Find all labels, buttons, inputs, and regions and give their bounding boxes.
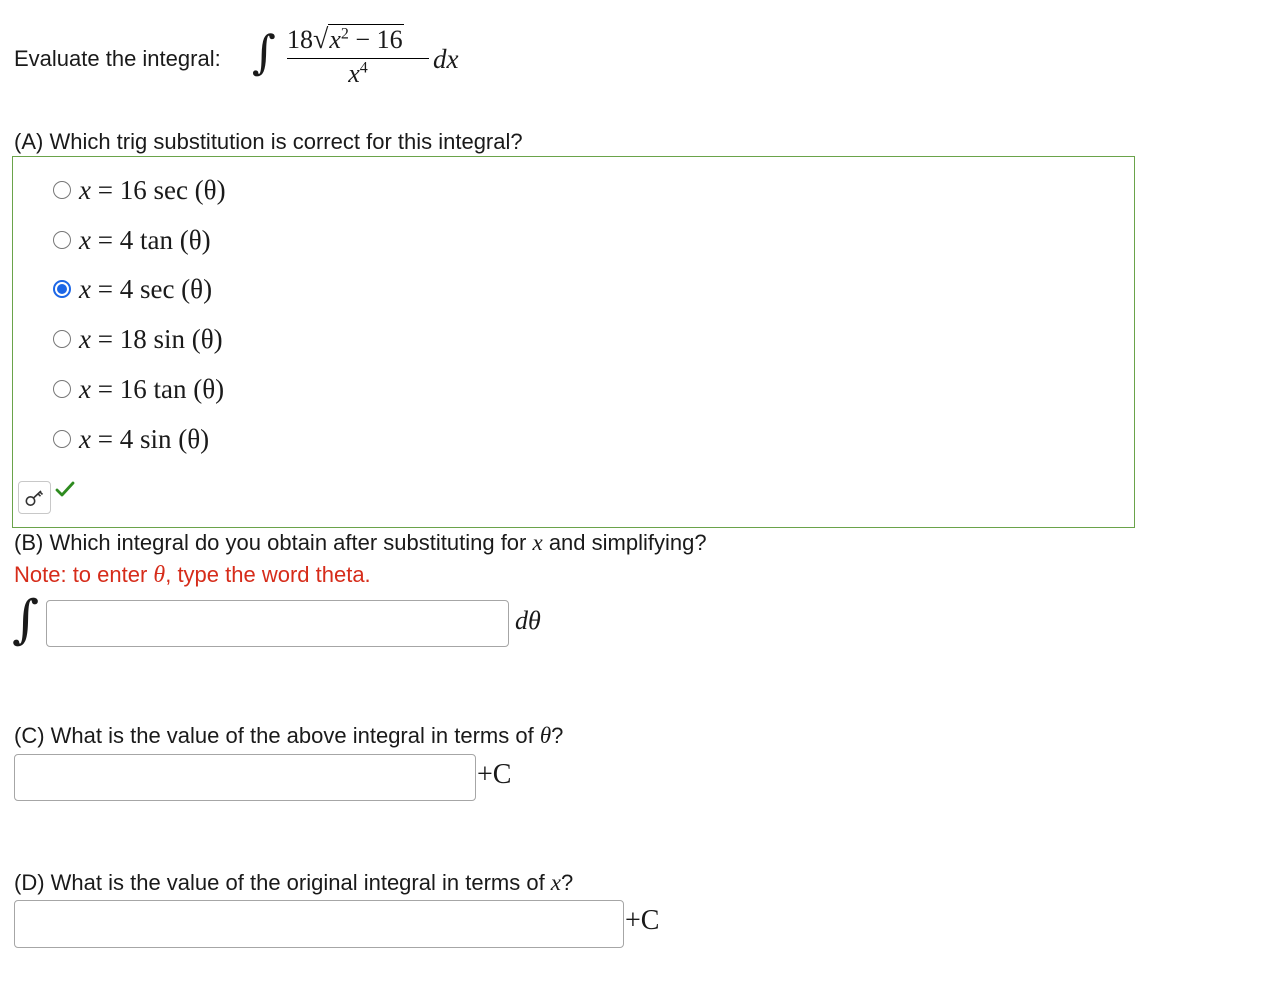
partB-question-prefix: (B) Which integral do you obtain after substituting for	[14, 530, 533, 555]
radicand-exponent: 2	[340, 25, 349, 43]
partB-differential: dθ	[515, 606, 541, 635]
denominator-exponent: 4	[359, 59, 368, 77]
choice-16-tan[interactable]	[53, 369, 224, 409]
integrand-numerator	[287, 24, 429, 56]
header-differential: dx	[433, 44, 459, 74]
choice-16-sec[interactable]	[53, 170, 226, 210]
choice-4-sec[interactable]	[53, 269, 212, 309]
choice-expression: = 16 tan (θ)	[97, 373, 225, 404]
partB-answer-input[interactable]	[46, 600, 509, 647]
partD-question-suffix: ?	[561, 870, 574, 895]
denominator-variable: x	[348, 59, 360, 88]
choice-4-tan[interactable]	[53, 220, 211, 260]
choice-18-sin[interactable]	[53, 319, 223, 359]
partD-question	[14, 870, 573, 896]
partD-plus-c: +C	[625, 905, 660, 936]
choice-variable: x	[79, 323, 91, 354]
partD-answer-input[interactable]	[14, 900, 624, 948]
partC-plus-c: +C	[477, 759, 512, 790]
choice-variable: x	[79, 224, 91, 255]
radio-16-sec[interactable]	[53, 181, 71, 199]
partD-question-variable: x	[550, 870, 562, 895]
partB-integral-sign: ∫	[12, 590, 40, 650]
key-icon-button[interactable]	[18, 481, 51, 514]
checkmark-icon	[54, 478, 76, 505]
numerator-coefficient: 18	[287, 25, 313, 54]
choice-expression: = 18 sin (θ)	[97, 323, 223, 354]
integrand-fraction	[287, 24, 429, 89]
radio-4-tan[interactable]	[53, 231, 71, 249]
partB-question-suffix: and simplifying?	[542, 530, 707, 555]
choice-variable: x	[79, 423, 91, 454]
key-icon	[24, 488, 46, 508]
choice-variable: x	[79, 273, 91, 304]
partB-question-variable: x	[532, 530, 543, 555]
choice-expression: = 16 sec (θ)	[97, 174, 226, 205]
radicand-constant: − 16	[348, 25, 403, 54]
partC-question	[14, 723, 563, 749]
integral-sign: ∫	[252, 25, 276, 79]
partC-answer-input[interactable]	[14, 754, 476, 801]
choice-4-sin-label	[79, 424, 209, 455]
choice-4-sec-label	[79, 274, 212, 305]
choice-4-tan-label	[79, 225, 211, 256]
partD-question-prefix: (D) What is the value of the original integral in terms of	[14, 870, 551, 895]
radical-sign-icon: √	[313, 24, 329, 55]
choice-4-sin[interactable]	[53, 419, 209, 459]
partC-question-suffix: ?	[551, 723, 564, 748]
choice-16-tan-label	[79, 374, 224, 405]
partC-question-variable: θ	[539, 723, 552, 748]
note-suffix: , type the word theta.	[165, 562, 371, 587]
choice-variable: x	[79, 174, 91, 205]
note-prefix: Note: to enter	[14, 562, 154, 587]
integrand-denominator	[287, 59, 429, 89]
choice-18-sin-label	[79, 324, 223, 355]
radicand-variable: x	[329, 25, 341, 54]
choice-expression: = 4 tan (θ)	[97, 224, 211, 255]
partB-question	[14, 530, 707, 556]
radicand	[328, 24, 403, 54]
radio-16-tan[interactable]	[53, 380, 71, 398]
radio-4-sin[interactable]	[53, 430, 71, 448]
prompt-label: Evaluate the integral:	[14, 46, 221, 71]
note-theta-symbol: θ	[153, 562, 166, 588]
theta-note	[14, 562, 371, 589]
partA-question: (A) Which trig substitution is correct for this integral?	[14, 129, 523, 154]
partA-answer-box	[12, 156, 1135, 528]
radio-4-sec-selected[interactable]	[53, 280, 71, 298]
partC-question-prefix: (C) What is the value of the above integral in terms of	[14, 723, 540, 748]
choice-16-sec-label	[79, 175, 226, 206]
choice-variable: x	[79, 373, 91, 404]
choice-expression: = 4 sin (θ)	[97, 423, 210, 454]
choice-expression: = 4 sec (θ)	[97, 273, 213, 304]
radio-18-sin[interactable]	[53, 330, 71, 348]
